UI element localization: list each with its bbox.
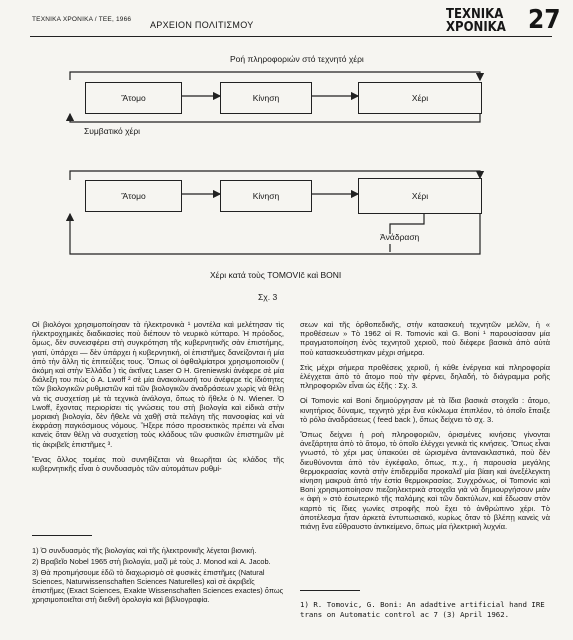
left-column [32,320,284,479]
box-atom-1: Ἄτομο [85,82,182,114]
running-header-left: ΤΕΧΝΙΚΑ ΧΡΟΝΙΚΑ / ΤΕΕ, 1966 [32,16,132,23]
paragraph: Οἱ Tomovic καὶ Boni δημιούργησαν μὲ τὰ ἴδια βασικὰ στοιχεῖα : ἄτομο, κινητήριος δύναμις, τεχνητὸ χέρι ἕνα κύκλωμα ἐπιπλέον, τὸ ὁποῖο ἔπαιξε τὸ ρόλο ἀναδράσεως ( feed back ), ὅπως δείχνει τὸ σχ. 3. [300,396,550,424]
arrow-top-loop-1 [70,72,480,80]
box-motion-1: Κίνηση [220,82,312,114]
footnote: 3) Θὰ προτιμήσουμε ἐδῶ τὸ διαχωρισμὸ σὲ φυσικὲς ἐπιστῆμες (Natural Sciences, Naturwissenschaften Sciences Naturelles) καὶ σὲ ἀκριβεῖς ἐπιστῆμες (Exact Sciences, Exakte Wissenschaften Sciences exactes) ὅπως χρησιμοποιεῖται στὴ διεθνῆ ὁρολογία καὶ βιβλιογραφία. [32,568,284,604]
box-hand-2: Χέρι [358,178,482,214]
tomovic-boni-label: Χέρι κατά τοὺς TOMOVIč καὶ BONI [210,270,342,280]
footnote-rule-right [300,590,360,591]
magazine-logo-line1: ΤΕΧΝΙΚΑ [446,7,504,22]
footnote-right [300,600,552,619]
section-title: ΑΡΧΕΙΟΝ ΠΟΛΙΤΙΣΜΟΥ [150,20,254,30]
conventional-hand-label: Συμβατικό χέρι [84,126,141,136]
arrow-feedback-a [390,214,424,234]
arrow-bottom-loop-1 [70,114,480,122]
footnotes-left [32,546,284,606]
magazine-logo [446,8,520,34]
box-atom-2: Ἄτομο [85,180,182,212]
feedback-label: Ἀνάδραση [380,232,420,242]
paragraph: Ἕνας ἄλλος τομέας ποὺ συνηθίζεται νὰ θεωρῆται ὡς κλάδος τῆς κυβερνητικῆς εἶναι ὁ συνδυασμὸς τῶν αὐτομάτων ρυθμί- [32,454,284,474]
footnote: 1) R. Tomovic, G. Boni: An adadtive artificial hand IRE trans on Automatic control ac 7 (3) April 1962. [300,600,545,619]
paragraph: σεων καὶ τῆς ὀρθοπεδικῆς, στὴν κατασκευὴ τεχνητῶν μελῶν, ἡ « προθέσεων » Τὸ 1962 οἱ R. Tomovic καὶ G. Boni ¹ παρουσίασαν μία πραγματοποίηση ἑνὸς τεχνητοῦ χεριοῦ, ποὺ διέφερε βασικὰ ἀπὸ αὐτὰ ποὺ κατασκευάστηκαν μέχρι σήμερα. [300,320,550,357]
header-rule [30,36,552,37]
page-number: 27 [528,5,561,35]
magazine-logo-line2: ΧΡΟΝΙΚΑ [446,20,506,35]
paragraph: Οἱ βιολόγοι χρησιμοποίησαν τὰ ἠλεκτρονικὰ ¹ μοντέλα καὶ μελέτησαν τὶς ἠλεκτροχημικὲς διαδικασίες ποὺ διέπουν τὸ νευρικὸ κύτταρο. Ἡ πρόοδος, ὅμως, δὲν συνεισφέρει στὴ συγκρότηση τῆς κυβερνητικῆς σὰν ἐπιστήμης, γιατί, ὑπάρχει — δὲν ὑπάρχει ἡ κυβερνητική, οἱ ἐπιστῆμες δανείζονται ἡ μία ἀπὸ τὴν ἄλλη τὶς ἐπιτεύξεις τους. Ὅπως οἱ ὀφθαλμίατροι χρησιμοποιοῦν ( ἀκόμη καὶ στὴν Ἑλλάδα ) τὶς ἀκτῖνες Laser Ο Η. Greniewski ἀνέφερε σὲ μία διάλεξη του πὼς ὁ A. Lwoff ² σὲ μία ἀνακοίνωσή του ἀνέφερε τὶς ἰδιότητες τῶν βιολογικῶν ρυθμιστῶν καὶ τῶν βιολογικῶν ἀναδράσεων χωρὶς νὰ θέλῃ νὰ τὶς συσχετίσῃ μὲ τὰ τεχνικὰ ἀνάλογα, ὅπως τὸ ἤθελε ὁ N. Wiener. Ὁ Lwoff, ἔχοντας περιορίσει τὶς γνώσεις του στὴ βιολογία καὶ εἰδικὰ στὴν μοριακὴ βιολογία, δὲν ἤθελε νὰ χαθῇ στὰ πελάγη τῆς πανσοφίας καὶ νὰ ἐκφράσῃ παγκόσμιους νόμους. Ἤξερε πόσο προσεκτικὸς πρέπει νὰ εἶναι κανεὶς ὅταν θέλῃ νὰ συσχετίσῃ τοὺς κλάδους τῶν φυσικῶν ἐπιστημῶν μὲ τὶς ἀκριβεῖς ἐπιστῆμες ³. [32,320,284,449]
box-hand-1: Χέρι [358,82,482,114]
footnote: 1) Ὁ συνδυασμὸς τῆς βιολογίας καὶ τῆς ἠλεκτρονικῆς λέγεται βιονική. [32,546,257,555]
footnote: 2) Βραβεῖο Nobel 1965 στὴ βιολογία, μαζὶ μὲ τοὺς J. Monod καὶ A. Jacob. [32,557,271,566]
figure-caption: Σχ. 3 [258,292,278,302]
right-column [300,320,550,537]
flow-diagram [40,44,540,306]
paragraph: Ὅπως δείχνει ἡ ροὴ πληροφοριῶν, ὁρισμένες κινήσεις γίνονται ἀνεξάρτητα ἀπὸ τὸ ἄτομο, τὸ ὁποῖο ἐλέγχει γενικὰ τὶς κινήσεις. Ὅπως εἶναι γνωστό, τὸ χέρι μας ὑπακούει σὲ ὡρισμένα ἀντανακλαστικά, ποὺ δὲν διευθύνονται ἀπὸ τὸν ἐγκέφαλο, ὅπως, π.χ., ἡ παρουσία μεγάλης θερμοκρασίας κοντὰ στὴν ἐπιδερμίδα προκαλεῖ μία βίαιη καὶ ἀνεξέλεγκτη κίνηση μακρυὰ ἀπὸ τὴν ἑστία θερμοκρασίας. Συγχρόνως, οἱ Tomovic καὶ Boni χρησιμοποίησαν πιεζοηλεκτρικὰ στοιχεῖα γιὰ νὰ δημιουργήσουν μιὰν « ἀφὴ » στὸ ἐσωτερικὸ τῆς παλάμης καὶ τῶν δακτύλων, καὶ ἔδωσαν στὸν καρπὸ τὶς ἴδιες γωνίες στροφῆς ποὺ ἔχει τὸ ἀνθρώπινο χέρι. Τὸ ἀποτέλεσμα ἦταν ἀρκετὰ ἐντυπωσιακό, κυρίως ὅταν τὸ βλέπῃ κανεὶς νὰ πιάνῃ ἕνα εὔθραυστο ἀντικείμενο, ὅπως μία ἠλεκτρικὴ λυχνία. [300,430,550,532]
box-motion-2: Κίνηση [220,180,312,212]
footnote-rule [32,535,92,536]
paragraph: Στὶς μέχρι σήμερα προθέσεις χεριοῦ, ἡ κάθε ἐνέργεια καὶ πληροφορία ἐλέγχεται ἀπὸ τὸ ἄτομο ποὺ τὴν φέρνει, δηλαδή, τὸ διάγραμμα ροῆς πληροφοριῶν εἶναι ὡς ἑξῆς : Σχ. 3. [300,362,550,391]
flow-title: Ροή πληροφοριών στό τεχνητό χέρι [230,54,364,64]
